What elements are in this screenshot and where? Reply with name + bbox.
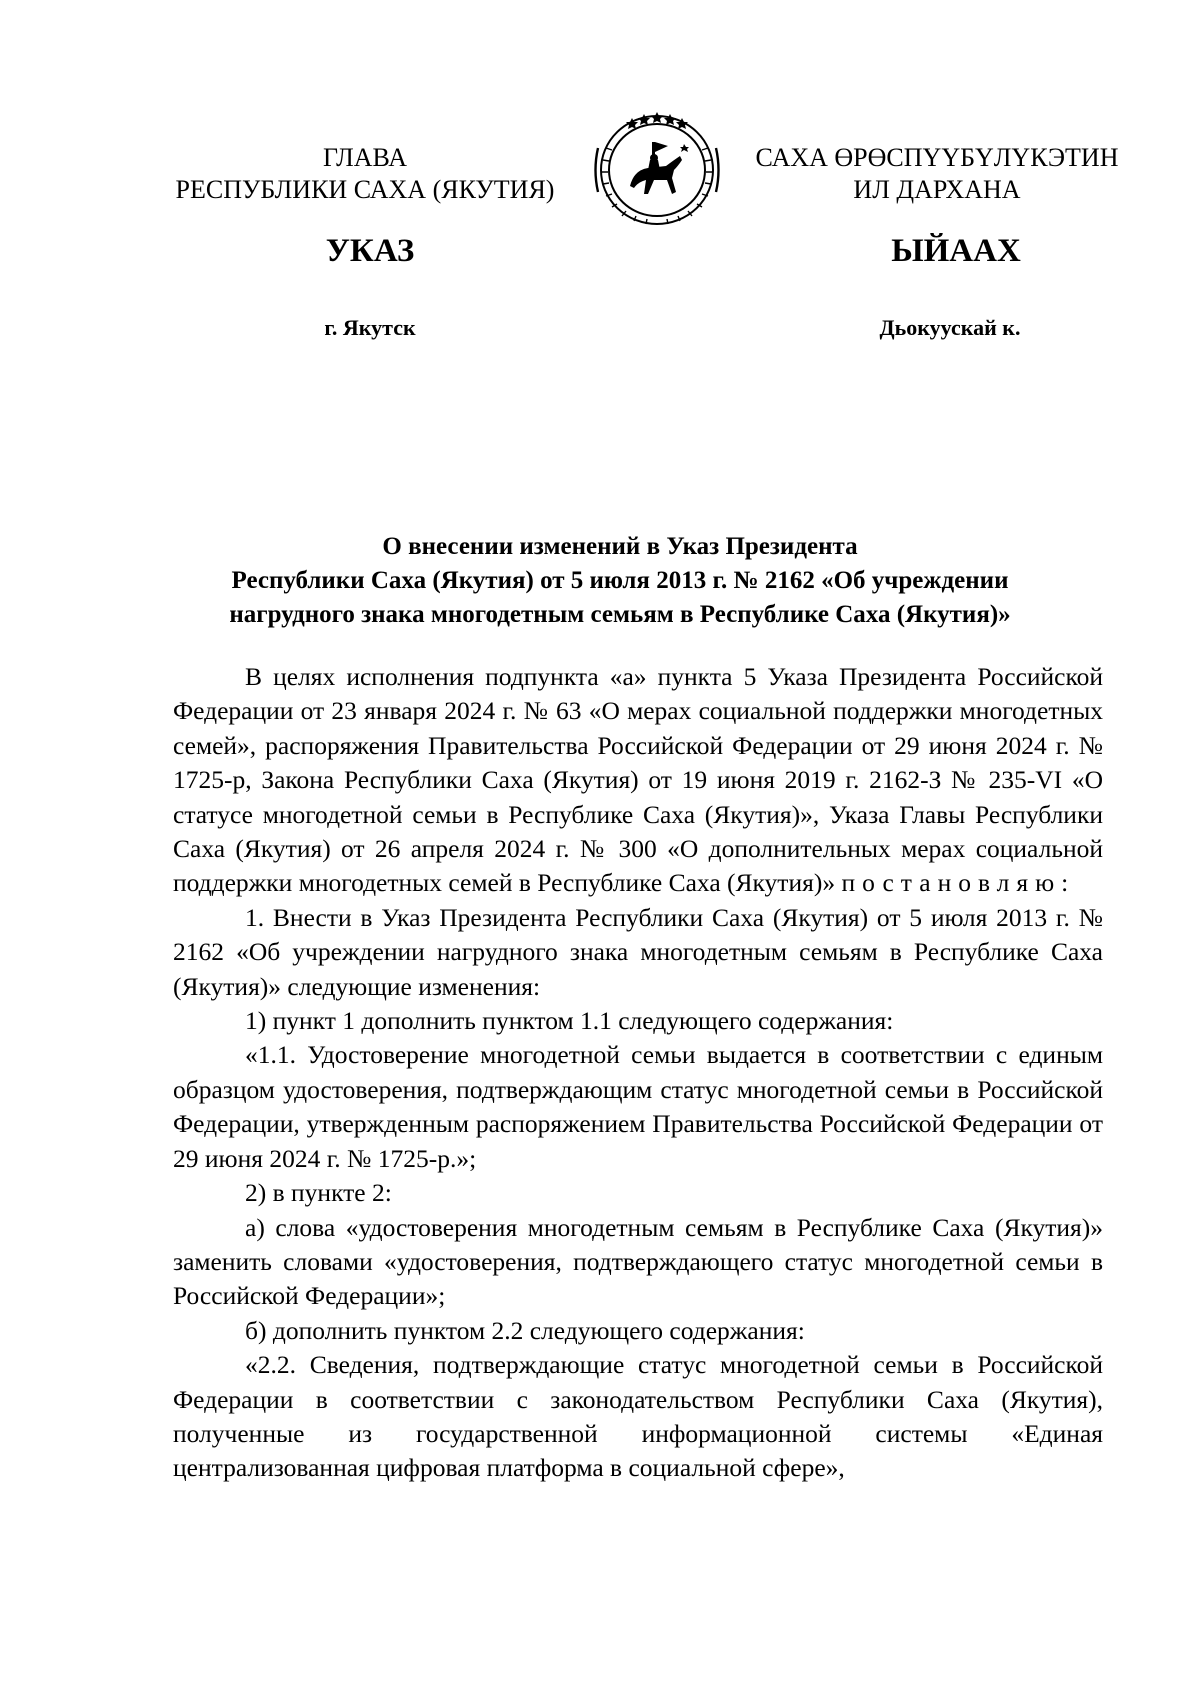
header-left-line1: ГЛАВА (323, 143, 407, 172)
body-paragraph-4: 2) в пункте 2: (245, 1178, 392, 1208)
city-label-sah: Дьокуускай к. (879, 315, 1021, 340)
title-line1: О внесении изменений в Указ Президента (382, 533, 858, 560)
body-paragraph-3: «1.1. Удостоверение многодетной семьи выдается в соответствии с единым образцом удостоверения, подтверждающим статус многодетной семьи в Российской Федерации, утвержденным распоряжением Правительства Российской Федерации от 29 июня 2024 г. № 1725-р.»; (173, 1040, 1103, 1173)
coat-of-arms-emblem-icon (588, 108, 726, 228)
header-right-line1: САХА ӨРӨСПҮҮБҮЛҮКЭТИН (755, 143, 1119, 172)
header-left-line2: РЕСПУБЛИКИ САХА (ЯКУТИЯ) (175, 175, 555, 204)
document-title (150, 530, 1090, 632)
body-paragraph-1: 1. Внести в Указ Президента Республики Саха (Якутия) от 5 июля 2013 г. № 2162 «Об учреждении нагрудного знака многодетным семьям в Республике Саха (Якутия)» следующие изменения: (173, 902, 1103, 1001)
body-paragraph-2: 1) пункт 1 дополнить пунктом 1.1 следующего содержания: (245, 1006, 894, 1036)
header-right-line2: ИЛ ДАРХАНА (853, 175, 1021, 204)
decree-label-ru: УКАЗ (325, 233, 415, 269)
decree-label-sah: ЫЙААХ (891, 233, 1021, 269)
body-paragraph-6: б) дополнить пунктом 2.2 следующего содержания: (245, 1315, 805, 1345)
city-label-ru: г. Якутск (324, 315, 416, 340)
decree-word: постановляю: (841, 868, 1076, 898)
body-paragraph-7: «2.2. Сведения, подтверждающие статус многодетной семьи в Российской Федерации в соответствии с законодательством Республики Саха (Якутия), полученные из государственной информационной системы «Единая централизованная цифровая платформа в социальной сфере», (173, 1350, 1103, 1483)
header-left-title (150, 142, 580, 206)
document-body (173, 660, 1103, 1486)
header-right-title (742, 142, 1132, 206)
preamble-paragraph (173, 660, 1103, 901)
title-line2: Республики Саха (Якутия) от 5 июля 2013 г. № 2162 «Об учреждении (231, 567, 1009, 594)
title-line3: нагрудного знака многодетным семьям в Республике Саха (Якутия)» (229, 601, 1011, 628)
preamble-text: В целях исполнения подпункта «а» пункта 5 Указа Президента Российской Федерации от 23 января 2024 г. № 63 «О мерах социальной поддержки многодетных семей», распоряжения Правительства Российской Федерации от 29 июня 2024 г. № 1725-р, Закона Республики Саха (Якутия) от 19 июня 2019 г. 2162-З № 235-VI «О статусе многодетной семьи в Республике Саха (Якутия)», Указа Главы Республики Саха (Якутия) от 26 апреля 2024 г. № 300 «О дополнительных мерах социальной поддержки многодетных семей в Республике Саха (Якутия)» (173, 662, 1103, 898)
body-paragraph-5: а) слова «удостоверения многодетным семьям в Республике Саха (Якутия)» заменить словами «удостоверения, подтверждающего статус многодетной семьи в Российской Федерации»; (173, 1212, 1103, 1311)
